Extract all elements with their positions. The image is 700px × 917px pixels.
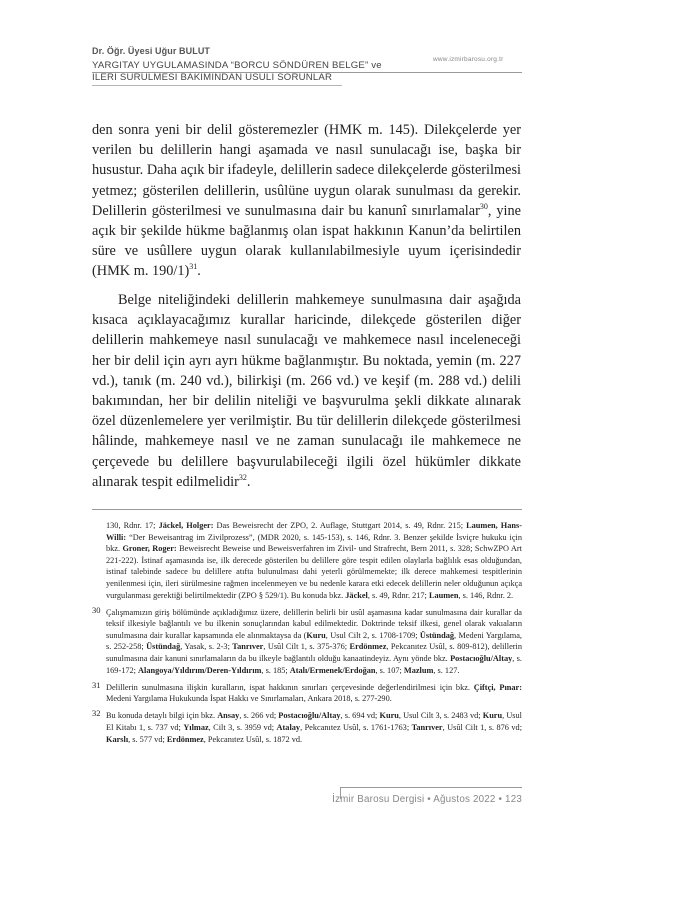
- page-footer: İzmir Barosu Dergisi • Ağustos 2022 • 123: [332, 794, 522, 805]
- footnote-ref-32[interactable]: 32: [238, 473, 247, 483]
- paragraph-text: Belge niteliğindeki delillerin mahkemeye sunulmasına dair aşağıda kısaca açıklayacağımız kurallar haricinde, dilekçede gösterilen diğer delillerin mahkemeye nasıl sunulacağı ve mahkemece nasıl inceleneceği her bir delil için ayrı ayrı hükme bağlanmıştır. Bu noktada, yemin (m. 227 vd.), tanık (m. 240 vd.), bilirkişi (m. 266 vd.) ve keşif (m. 288 vd.) delili bakımından, her bir delilin niteliği ve başvurulma şekli dikkate alınarak özel düzenlemelere yer verilmiştir. Bu tür delillerin dilekçede gösterilmesi hâlinde, mahkemeye nasıl ve ne zaman sunulacağı ile mahkemece ne çerçevede bu delillere başvurulabileceği ilgili özel hükümler dikkate alınarak tespit edilmelidir: [92, 292, 521, 490]
- body-paragraph-1: [92, 120, 521, 282]
- body-paragraph-2: [92, 290, 521, 492]
- footnote-continued: 130, Rdnr. 17; Jäckel, Holger: Das Beweisrecht der ZPO, 2. Auflage, Stuttgart 2014, s. 49, Rdnr. 215; Laumen, Hans-Willi: “Der Beweisantrag im Zivilprozess”, (MDR 2020, s. 145-153), s. 146, Rdnr. 3. Benzer şekilde İsviçre hukuku için bkz. Groner, Roger: Beweisrecht Beweise und Beweisverfahren im Zivil- und Strafrecht, Bern 2011, s. 328; SchwZPO Art 221-222). İstinaf aşamasında ise, ilk derecede gösterilen bu delillere göre tespit edilen olaylarla bağlılık esas olduğundan, istinaf talebinde sadece bu delillere atıfta bulunulması dahi yeterli görülmemekte; ilk derece mahkemesi tespitlerinin yenilenmesi için, ileri sürülmesine rağmen incelenmeyen ve bu nedenle karara etki edecek delillerin neler olduğunun açıkça vurgulanması gerektiği belirtilmektedir (ZPO § 529/1). Bu konuda bkz. Jäckel, s. 49, Rdnr. 217; Laumen, s. 146, Rdnr. 2.: [106, 521, 522, 600]
- header-subrule: [92, 85, 342, 86]
- paragraph-text: , yine açık bir şekilde hükme bağlanmış olan ispat hakkının Kanun’da belirtilen süre ve usûllere uygun olarak kullanılabilmesiyle uyum içerisindedir (HMK m. 190/1): [92, 202, 521, 280]
- footnote-32: 32 Bu konuda detaylı bilgi için bkz. Ansay, s. 266 vd; Postacıoğlu/Altay, s. 694 vd; Kuru, Usul Cilt 3, s. 2483 vd; Kuru, Usul El Kitabı 1, s. 737 vd; Yılmaz, Cilt 3, s. 3959 vd; Atalay, Pekcanıtez Usûl, s. 1761-1763; Tanrıver, Usûl Cilt 1, s. 876 vd; Karslı, s. 577 vd; Erdönmez, Pekcanıtez Usûl, s. 1872 vd.: [92, 708, 522, 744]
- footnotes: [92, 520, 522, 751]
- header-rule: [92, 72, 522, 73]
- footnote-30: 30 Çalışmamızın giriş bölümünde açıkladığımız üzere, delillerin belirli bir usûl aşamasına kadar sunulmasına dair kurallar da teksif ilkesiyle bağlantılı ve bu ilkenin sonuçlarından kabul edilmektedir. Doktrinde teksif ilkesi, genel olarak vakıaların sunulmasına dair kurallar kapsamında ele alınmaktaysa da (Kuru, Usul Cilt 2, s. 1708-1709; Üstündağ, Medeni Yargılama, s. 252-258; Üstündağ, Yasak, s. 2-3; Tanrıver, Usûl Cilt 1, s. 375-376; Erdönmez, Pekcanıtez Usûl, s. 809-812), delillerin sunulmasına dair kanuni sınırlamaların da bu ilkeyle bağlantılı olduğu kanaatindeyiz. Aynı yönde bkz. Postacıoğlu/Altay, s. 169-172; Alangoya/Yıldırım/Deren-Yıldırım, s. 185; Atalı/Ermenek/Erdoğan, s. 107; Mazlum, s. 127.: [92, 604, 522, 675]
- footer-rule: [340, 787, 522, 788]
- running-head-title-line1: YARGITAY UYGULAMASINDA “BORCU SÖNDÜREN BELGE” ve: [92, 60, 382, 71]
- footnote-ref-30[interactable]: 30: [479, 202, 488, 212]
- paragraph-text: .: [197, 263, 201, 280]
- footnote-31: 31 Delillerin sunulmasına ilişkin kuralların, ispat hakkının sınırları çerçevesinde değerlendirilmesi için bkz. Çiftçi, Pınar: Medeni Yargılama Hukukunda İspat Hakkı ve Sınırlamaları, Ankara 2018, s. 277-290.: [92, 679, 522, 704]
- running-head-title-line2: İLERİ SÜRÜLMESİ BAKIMINDAN USULÎ SORUNLAR: [92, 72, 333, 83]
- running-head-author: Dr. Öğr. Üyesi Uğur BULUT: [92, 46, 211, 56]
- footnote-number: 31: [92, 679, 101, 690]
- footnote-number: 30: [92, 604, 101, 615]
- footnote-ref-31[interactable]: 31: [189, 262, 198, 272]
- journal-url: www.izmirbarosu.org.tr: [433, 56, 504, 63]
- paragraph-text: den sonra yeni bir delil gösteremezler (HMK m. 145). Dilekçelerde yer verilen bu delillerin hangi aşamada ve nasıl sunulacağı ise, başka bir husustur. Daha açık bir ifadeyle, delillerin sadece dilekçelerde gösterilmesi yetmez; gösterilen delillerin, usûlüne uygun olarak sunulması da gerekir. Delillerin gösterilmesi ve sunulmasına dair bu kanunî sınırlamalar: [92, 122, 521, 219]
- footnote-number: 32: [92, 708, 101, 719]
- paragraph-text: .: [246, 473, 251, 490]
- footnote-rule: [92, 509, 522, 510]
